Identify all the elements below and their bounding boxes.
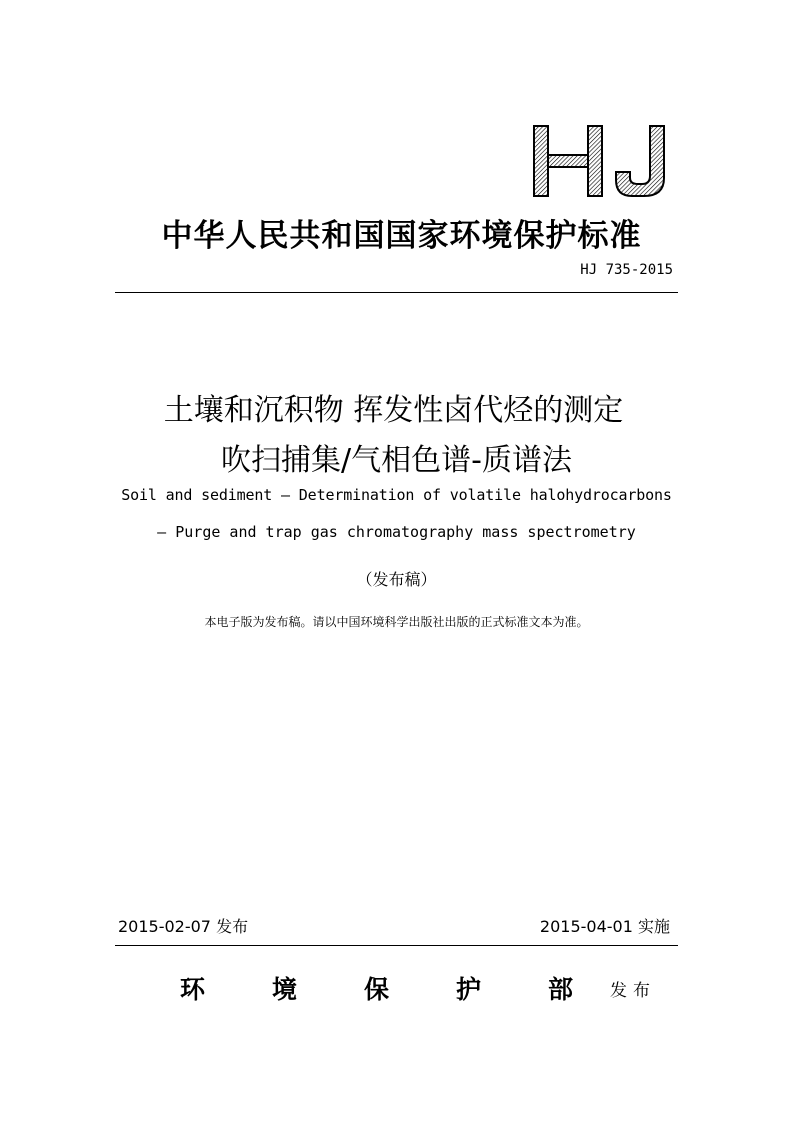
logo-letter-h — [534, 126, 602, 196]
title-en-line2: — Purge and trap gas chromatography mass spectrometry — [157, 523, 636, 541]
release-status: （发布稿） — [356, 570, 437, 589]
title-en-line1: Soil and sediment — Determination of volatile halohydrocarbons — [121, 486, 672, 504]
title-cn-line1: 土壤和沉积物 挥发性卤代烃的测定 — [163, 393, 624, 428]
publisher-char: 护 — [456, 975, 482, 1004]
publisher-char: 保 — [364, 975, 390, 1004]
implementation-date: 2015-04-01 实施 — [539, 917, 670, 936]
publisher-suffix: 发布 — [610, 981, 656, 1001]
edition-note: 本电子版为发布稿。请以中国环境科学出版社出版的正式标准文本为准。 — [204, 615, 589, 629]
logo-letter-j — [616, 126, 664, 196]
bottom-divider — [115, 945, 678, 946]
issue-date: 2015-02-07 发布 — [118, 917, 249, 936]
hj-logo — [530, 122, 670, 200]
title-cn-line2: 吹扫捕集/气相色谱-质谱法 — [221, 443, 572, 478]
svg-text:HJ: HJ — [530, 122, 532, 123]
publisher-char: 环 — [180, 975, 206, 1004]
publisher-char: 境 — [272, 975, 298, 1004]
doc-number: HJ 735-2015 — [580, 262, 673, 278]
top-divider — [115, 292, 678, 293]
publisher-name — [180, 970, 573, 1006]
agency-title: 中华人民共和国国家环境保护标准 — [161, 218, 642, 254]
publisher-char: 部 — [548, 975, 574, 1004]
